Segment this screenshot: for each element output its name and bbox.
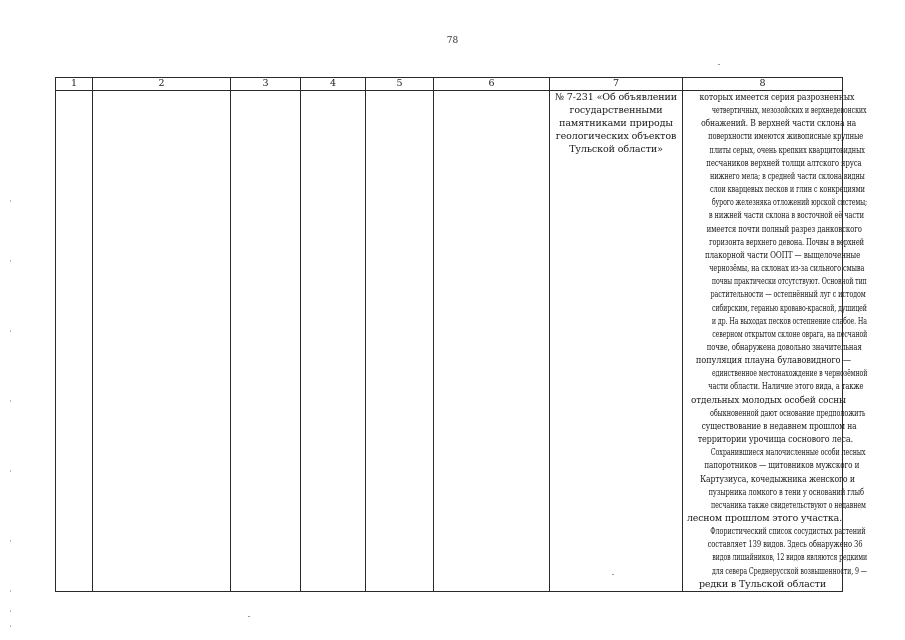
text-line: поверхности имеются живописные крупные xyxy=(708,131,864,143)
text-line: памятниками природы xyxy=(559,118,673,130)
text-line: плакорной части ООПТ — выщелоченные xyxy=(704,249,861,261)
cell-col-6 xyxy=(434,91,550,592)
text-line: чернозёмы, на склонах из-за сильного смыва xyxy=(709,263,865,275)
column-header-2: 2 xyxy=(93,78,231,91)
text-line: пузырника ломкого в тени у оснований глыб xyxy=(708,486,864,498)
text-line: нижнего мела; в средней части склона видны xyxy=(710,170,865,182)
table-row xyxy=(56,91,843,592)
column-header-7: 7 xyxy=(550,78,683,91)
column-header-6: 6 xyxy=(434,78,550,91)
page-number: 78 xyxy=(446,36,459,46)
text-line: горизонта верхнего девона. Почвы в верхней xyxy=(709,236,865,248)
text-line: лесном прошлом этого участка. xyxy=(686,513,842,524)
cell-col-8 xyxy=(683,91,868,592)
cell-col-1 xyxy=(56,91,93,592)
cell-col-3 xyxy=(231,91,301,592)
text-line: территории урочища соснового леса. xyxy=(697,434,854,446)
column-header-3: 3 xyxy=(231,78,301,91)
text-line: видов лишайников, 12 видов являются редкими xyxy=(712,552,868,564)
decree-reference xyxy=(550,91,682,156)
column-header-5: 5 xyxy=(366,78,434,91)
text-line: обнажений. В верхней части склона на xyxy=(701,118,857,130)
document-table xyxy=(55,77,868,592)
scan-edge-marks xyxy=(10,0,12,640)
site-description xyxy=(683,91,868,591)
text-line: составляет 139 видов. Здесь обнаружено 36 xyxy=(707,539,863,551)
header-row xyxy=(56,78,843,91)
text-line: слои кварцевых песков и глин с конкрециями xyxy=(710,184,865,196)
text-line: бурого железняка отложений юрской системы; xyxy=(711,197,868,209)
cell-col-5 xyxy=(366,91,434,592)
text-line: Картузиуса, кочедыжника женского и xyxy=(700,473,855,485)
text-line: части области. Наличие этого вида, а также xyxy=(708,381,864,393)
text-line: геологических объектов xyxy=(555,131,677,143)
text-line: Сохранившиеся малочисленные особи лесных xyxy=(710,447,866,459)
text-line: № 7-231 «Об объявлении xyxy=(554,92,678,103)
text-line: отдельных молодых особей сосны xyxy=(691,394,846,406)
text-line: сибирским, геранью кроваво-красной, душицей xyxy=(712,302,867,314)
text-line: обыкновенной дают основание предположить xyxy=(710,407,866,419)
text-line: имеется почти полный разрез данковского xyxy=(706,223,862,235)
column-header-4: 4 xyxy=(301,78,366,91)
text-line: государственными xyxy=(569,105,663,117)
scan-speck xyxy=(248,616,250,617)
cell-col-2 xyxy=(93,91,231,592)
text-line: почве, обнаружена довольно значительная xyxy=(706,341,862,353)
text-line: редки в Тульской области xyxy=(698,578,827,590)
text-line: в нижней части склона в восточной её части xyxy=(708,210,864,222)
text-line: четвертичных, мезозойских и верхнедевонских xyxy=(711,105,867,117)
text-line: для севера Среднерусской возвышенности, 9 — xyxy=(712,565,867,577)
text-line: плиты серых, очень крепких кварцитовидных xyxy=(709,144,865,156)
scan-speck xyxy=(718,64,720,65)
text-line: почвы практически отсутствуют. Основной тип xyxy=(711,276,867,288)
text-line: Тульской области» xyxy=(569,144,663,156)
cell-col-4 xyxy=(301,91,366,592)
text-line: растительности — остепнённый луг с истодом xyxy=(710,289,866,301)
text-line: папоротников — щитовников мужского и xyxy=(704,460,860,472)
text-line: песчаников верхней толщи алтского яруса xyxy=(706,157,862,169)
text-line: единственное местонахождение в чернозёмной xyxy=(712,368,868,380)
text-line: популяция плауна булавовидного — xyxy=(695,355,852,367)
text-line: и др. На выходах песков остепнение слабое. На xyxy=(711,315,867,327)
text-line: песчаника также свидетельствуют о недавнем xyxy=(710,499,866,511)
text-line: северном открытом склоне оврага, на песчаной xyxy=(712,328,868,340)
cell-col-7 xyxy=(550,91,683,592)
column-header-1: 1 xyxy=(56,78,93,91)
text-line: которых имеется серия разрозненных xyxy=(699,92,855,103)
text-line: существование в недавнем прошлом на xyxy=(701,420,857,432)
column-header-8: 8 xyxy=(683,78,843,91)
text-line: Флористический список сосудистых растений xyxy=(710,526,866,538)
